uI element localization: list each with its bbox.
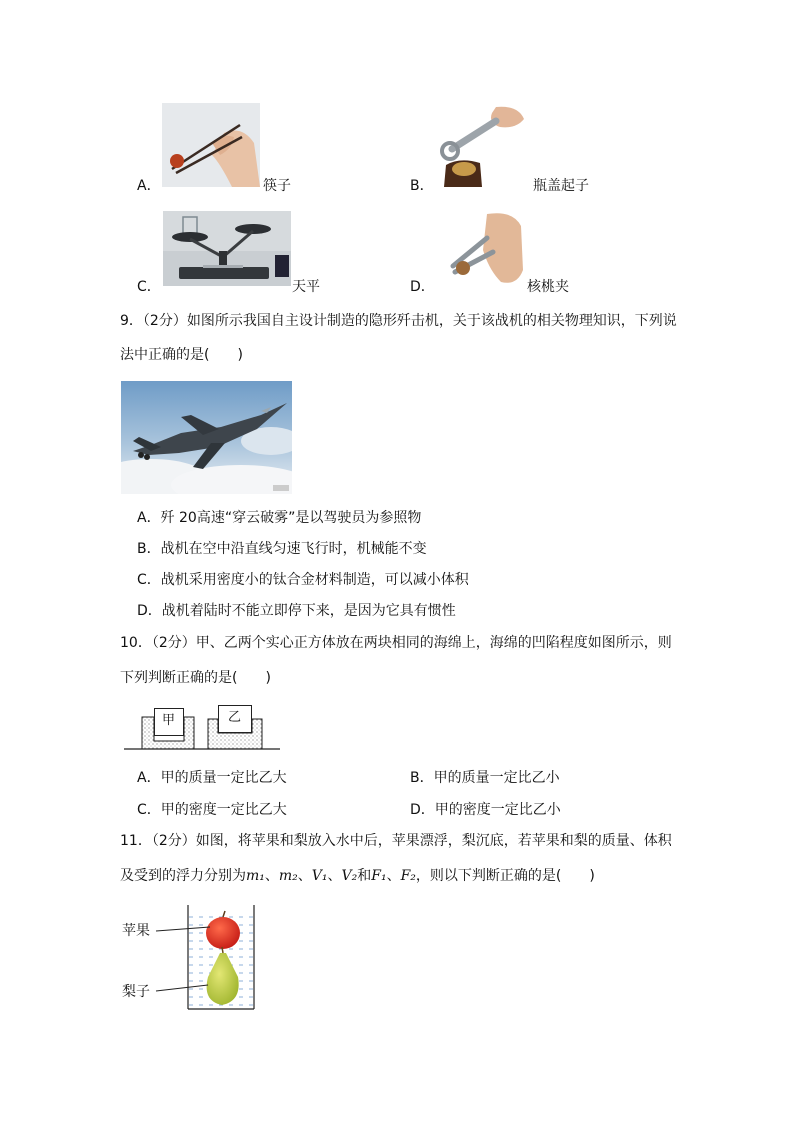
- q10-stem-line1: 10．（2分）甲、乙两个实心正方体放在两块相同的海绵上，海绵的凹陷程度如图所示，则: [120, 635, 672, 651]
- option-a-letter: A．: [137, 178, 161, 194]
- apple-label: 苹果: [122, 923, 150, 939]
- option-b-label: 瓶盖起子: [533, 178, 589, 194]
- pear-label: 梨子: [122, 984, 150, 1000]
- q9-stem-line1: 9．（2分）如图所示我国自主设计制造的隐形歼击机，关于该战机的相关物理知识，下列说: [120, 313, 677, 329]
- q10-option-c: C．甲的密度一定比乙大: [137, 802, 287, 818]
- q10-option-a: A．甲的质量一定比乙大: [137, 770, 287, 786]
- balance-scale-image: [163, 211, 291, 286]
- q10-option-b: B．甲的质量一定比乙小: [410, 770, 560, 786]
- q9-option-c: C．战机采用密度小的钛合金材料制造，可以减小体积: [137, 572, 469, 588]
- q9-option-a: A．歼 20高速“穿云破雾”是以驾驶员为参照物: [137, 510, 422, 526]
- bottle-opener-image: [436, 105, 528, 187]
- q10-stem-line2: 下列判断正确的是( ): [120, 670, 271, 686]
- symbol-m1: m₁: [246, 868, 265, 884]
- option-d-label: 核桃夹: [527, 279, 569, 295]
- q11-stem-line1: 11．（2分）如图，将苹果和梨放入水中后，苹果漂浮，梨沉底，若苹果和梨的质量、体积: [120, 833, 672, 849]
- symbol-v1: V₁: [311, 868, 328, 884]
- fighter-jet-image: [121, 381, 292, 494]
- symbol-v2: V₂: [341, 868, 358, 884]
- q11-stem-suffix: ，则以下判断正确的是( ): [415, 868, 595, 884]
- option-c-letter: C．: [137, 279, 161, 295]
- q11-stem-prefix: 及受到的浮力分别为: [120, 868, 246, 884]
- q9-option-b: B．战机在空中沿直线匀速飞行时，机械能不变: [137, 541, 427, 557]
- chopsticks-image: [162, 103, 260, 187]
- nutcracker-image: [443, 210, 524, 286]
- q9-option-d: D．战机着陆时不能立即停下来，是因为它具有惯性: [137, 603, 456, 619]
- option-a-label: 筷子: [263, 178, 291, 194]
- option-d-letter: D．: [410, 279, 435, 295]
- option-b-letter: B．: [410, 178, 434, 194]
- q9-stem-line2: 法中正确的是( ): [120, 347, 243, 363]
- q10-option-d: D．甲的密度一定比乙小: [410, 802, 561, 818]
- symbol-m2: m₂: [278, 868, 298, 884]
- option-c-label: 天平: [292, 279, 320, 295]
- cube-yi-label: 乙: [228, 710, 242, 725]
- symbol-f1: F₁: [371, 868, 387, 884]
- cube-jia-label: 甲: [162, 713, 176, 728]
- sponge-diagram: [124, 703, 280, 753]
- symbol-f2: F₂: [400, 868, 416, 884]
- q11-stem-line2: 及受到的浮力分别为m₁、m₂、V₁、V₂和F₁、F₂，则以下判断正确的是( ): [120, 868, 595, 884]
